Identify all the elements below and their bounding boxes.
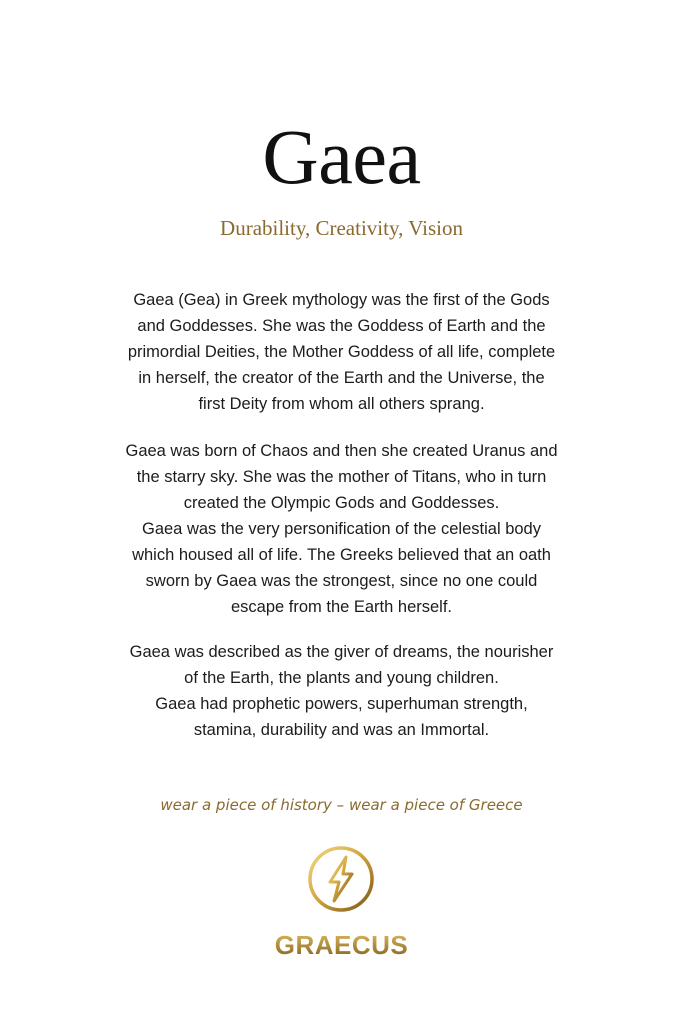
text-line: Gaea (Gea) in Greek mythology was the first of the Gods bbox=[133, 291, 550, 309]
lightning-bolt-circle-icon bbox=[306, 844, 376, 914]
text-line: escape from the Earth herself. bbox=[230, 598, 453, 616]
text-line: first Deity from whom all others sprang. bbox=[198, 395, 485, 413]
text-line: in herself, the creator of the Earth and the Universe, the bbox=[138, 369, 545, 387]
text-line: Gaea was born of Chaos and then she created Uranus and bbox=[125, 442, 558, 460]
text-line: created the Olympic Gods and Goddesses. bbox=[183, 494, 500, 512]
text-line: of the Earth, the plants and young children. bbox=[184, 669, 499, 687]
tagline: wear a piece of history – wear a piece of Greece bbox=[160, 796, 523, 814]
text-line: and Goddesses. She was the Goddess of Earth and the bbox=[137, 317, 546, 335]
text-line: Gaea was the very personification of the celestial body bbox=[142, 520, 541, 538]
paragraph-1 bbox=[100, 287, 583, 417]
text-line: which housed all of life. The Greeks believed that an oath bbox=[132, 546, 551, 564]
paragraph-2 bbox=[100, 438, 583, 620]
page-title: Gaea bbox=[262, 113, 421, 200]
subtitle: Durability, Creativity, Vision bbox=[220, 216, 463, 240]
text-line: Gaea had prophetic powers, superhuman strength, bbox=[155, 695, 528, 713]
text-line: sworn by Gaea was the strongest, since no one could bbox=[145, 572, 538, 590]
brand-name: GRAECUS bbox=[0, 928, 683, 962]
text-line: primordial Deities, the Mother Goddess of all life, complete bbox=[127, 343, 556, 361]
text-line: the starry sky. She was the mother of Titans, who in turn bbox=[136, 468, 547, 486]
text-line: stamina, durability and was an Immortal. bbox=[193, 721, 490, 739]
paragraph-3 bbox=[100, 639, 583, 743]
text-line: Gaea was described as the giver of dreams, the nourisher bbox=[129, 643, 554, 661]
